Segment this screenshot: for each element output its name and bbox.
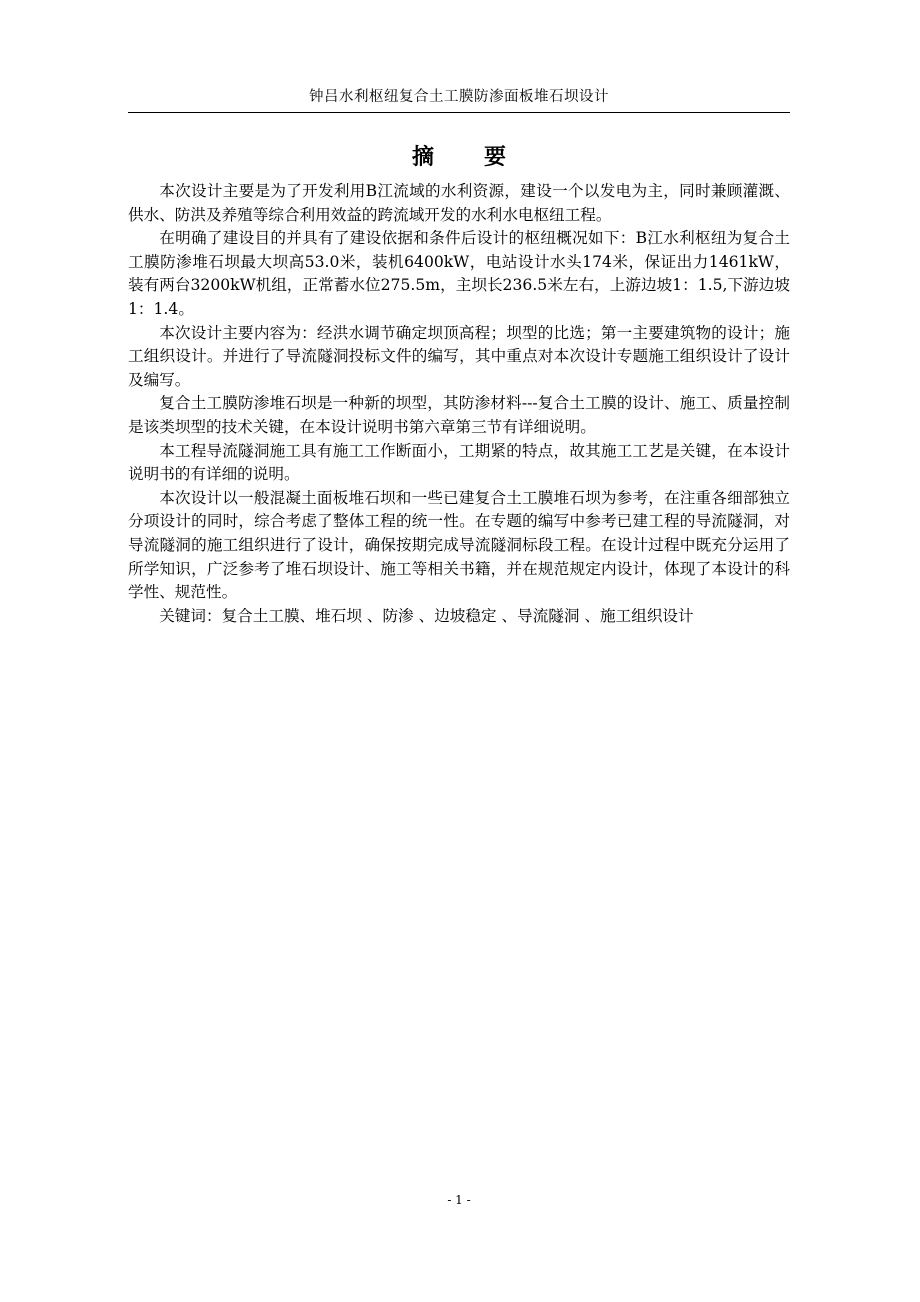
abstract-paragraph-3: 本次设计主要内容为：经洪水调节确定坝顶高程；坝型的比选；第一主要建筑物的设计；施工组织设计。并进行了导流隧洞投标文件的编写，其中重点对本次设计专题施工组织设计了设计及编写。 (128, 323, 790, 389)
abstract-title-left: 摘 (411, 144, 434, 170)
abstract-title (128, 140, 790, 174)
page-header (128, 86, 790, 113)
abstract-paragraph-4: 复合土工膜防渗堆石坝是一种新的坝型，其防渗材料---复合土工膜的设计、施工、质量控制是该类坝型的技术关键，在本设计说明书第六章第三节有详细说明。 (128, 394, 790, 436)
abstract-paragraph-6: 本次设计以一般混凝土面板堆石坝和一些已建复合土工膜堆石坝为参考，在注重各细部独立分项设计的同时，综合考虑了整体工程的统一性。在专题的编写中参考已建工程的导流隧洞，对导流隧洞的施工组织进行了设计，确保按期完成导流隧洞标段工程。在设计过程中既充分运用了所学知识，广泛参考了堆石坝设计、施工等相关书籍，并在规范规定内设计，体现了本设计的科学性、规范性。 (128, 488, 790, 602)
abstract-paragraph-1: 本次设计主要是为了开发利用B江流域的水利资源，建设一个以发电为主，同时兼顾灌溉、供水、防洪及养殖等综合利用效益的跨流域开发的水利水电枢纽工程。 (128, 182, 790, 224)
abstract-title-right: 要 (484, 144, 507, 170)
header-title: 钟吕水利枢纽复合土工膜防渗面板堆石坝设计 (309, 89, 609, 105)
page-number: - 1 - (447, 1193, 471, 1207)
abstract-body (128, 180, 790, 628)
page-footer (128, 1192, 790, 1208)
abstract-paragraph-5: 本工程导流隧洞施工具有施工工作断面小，工期紧的特点，故其施工工艺是关键，在本设计说明书的有详细的说明。 (128, 441, 790, 484)
keywords-paragraph: 关键词：复合土工膜、堆石坝 、防渗 、边坡稳定 、导流隧洞 、施工组织设计 (159, 606, 694, 625)
abstract-paragraph-2: 在明确了建设目的并具有了建设依据和条件后设计的枢纽概况如下：B江水利枢纽为复合土工膜防渗堆石坝最大坝高53.0米，装机6400kW，电站设计水头174米，保证出力1461kW，装有两台3200kW机组，正常蓄水位275.5m，主坝长236.5米左右，上游边坡1：1.5,下游边坡1：1.4。 (128, 229, 790, 318)
